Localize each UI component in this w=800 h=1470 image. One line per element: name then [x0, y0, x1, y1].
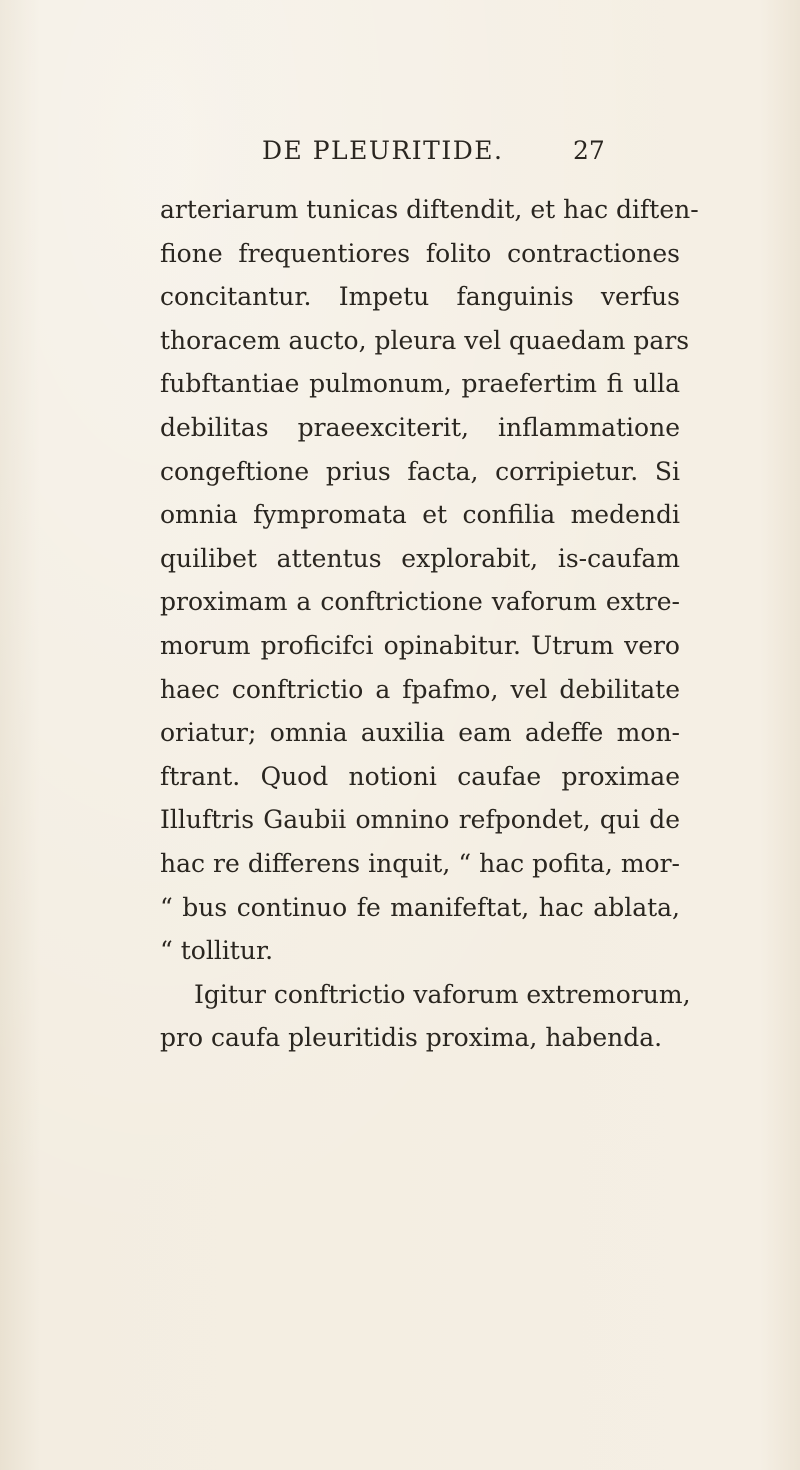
text-line: debilitas praeexciterit, inflammatione [160, 412, 680, 442]
page-number: 27 [573, 136, 605, 165]
text-line: arteriarum tunicas diftendit, et hac diften- [160, 195, 699, 224]
text-line: concitantur. Impetu fanguinis verfus [160, 282, 680, 312]
text-line: oriatur; omnia auxilia eam adeffe mon- [160, 718, 680, 748]
text-line: “ tollitur. [160, 936, 274, 966]
text-line: hac re differens inquit, “ hac pofita, mor- [160, 848, 680, 878]
text-line: congeftione prius facta, corripietur. Si [160, 456, 680, 486]
text-line: omnia fympromata et confilia medendi [160, 500, 680, 530]
running-head: DE PLEURITIDE. [262, 136, 504, 165]
body-text [160, 188, 699, 1060]
text-line: quilibet attentus explorabit, is-caufam [160, 543, 680, 573]
text-line: fione frequentiores folito contractiones [160, 238, 680, 268]
text-line: haec conftrictio a fpafmo, vel debilitate [160, 674, 680, 704]
text-line: “ bus continuo fe manifeftat, hac ablata, [160, 892, 680, 922]
text-line: Igitur conftrictio vaforum extremorum, [194, 979, 691, 1009]
text-line: fubftantiae pulmonum, praefertim fi ulla [160, 369, 680, 399]
text-line: ftrant. Quod notioni caufae proximae [160, 761, 680, 791]
page-header [0, 136, 800, 176]
text-line: proximam a conftrictione vaforum extre- [160, 587, 680, 617]
text-line: Illuftris Gaubii omnino refpondet, qui de [160, 805, 680, 835]
text-line: thoracem aucto, pleura vel quaedam pars [160, 325, 690, 355]
text-line: morum proficifci opinabitur. Utrum vero [160, 630, 680, 660]
text-line: pro caufa pleuritidis proxima, habenda. [160, 1023, 663, 1053]
